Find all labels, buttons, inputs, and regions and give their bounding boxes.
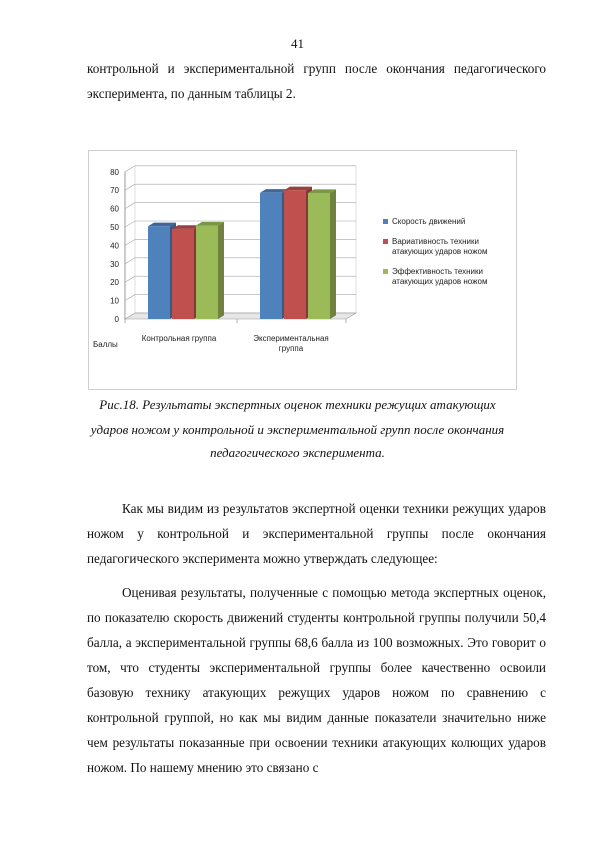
x-tick-label: Контрольная группа — [141, 334, 217, 343]
body-paragraph-2: Оценивая результаты, полученные с помощью метода экспертных оценок, по показателю скорость движений студенты контрольной группы получили 50,4 балла, а экспериментальной группы 68,6 балла из 100 возможных. Это говорит о том, что студенты экспериментальной группы более качественно освоили базовую технику атакующих режущих ударов ножом по сравнению с контрольной группой, но как мы видим данные показатели значительно ниже чем результаты показанные при освоении техники атакующих колющих ударов ножом. По нашему мнению это связано с — [87, 585, 546, 775]
y-tick-label: 20 — [110, 278, 119, 288]
figure-caption-line-2: ударов ножом у контрольной и экспериментальной групп после окончания — [90, 422, 505, 437]
y-tick-label: 70 — [110, 186, 119, 196]
bar — [260, 193, 282, 319]
x-tick-label: группа — [278, 344, 304, 353]
figure-caption-line-1: Рис.18. Результаты экспертных оценок техники режущих атакующих — [99, 397, 496, 412]
chart-legend — [383, 217, 513, 297]
x-tick-label: Экспериментальная — [253, 334, 329, 343]
bar — [308, 193, 330, 319]
legend-item — [383, 267, 513, 287]
legend-label: Скорость движений — [392, 217, 466, 226]
y-tick-label: 50 — [110, 223, 119, 232]
legend-label: Вариативность техники атакующих ударов ножом — [392, 237, 488, 256]
legend-item — [383, 217, 513, 227]
body-paragraph-1: Как мы видим из результатов экспертной оценки техники режущих ударов ножом у контрольной и экспериментальной группы после окончания педагогического эксперимента можно утверждать следующее: — [87, 501, 546, 566]
page-number: 41 — [291, 36, 304, 51]
legend-swatch — [383, 219, 388, 224]
bar — [196, 226, 218, 319]
bar-side — [330, 189, 336, 319]
legend-swatch — [383, 269, 388, 274]
legend-item — [383, 237, 513, 257]
y-tick-label: 80 — [110, 167, 119, 177]
bar — [148, 226, 170, 319]
bar-side — [218, 222, 224, 319]
y-tick-label: 0 — [114, 315, 119, 324]
bar — [172, 229, 194, 319]
intro-paragraph: контрольной и экспериментальной групп после окончания педагогического эксперимента, по данным таблицы 2. — [87, 61, 546, 101]
y-tick-label: 60 — [110, 204, 119, 214]
figure-caption-line-3: педагогического эксперимента. — [210, 445, 385, 460]
bar — [284, 190, 306, 319]
y-tick-label: 10 — [110, 296, 119, 306]
y-tick-label: 40 — [110, 241, 119, 251]
legend-label: Эффективность техники атакующих ударов ножом — [392, 267, 488, 286]
y-axis-label: Баллы — [93, 340, 118, 349]
y-tick-label: 30 — [110, 259, 119, 269]
bar-chart — [88, 150, 517, 390]
legend-swatch — [383, 239, 388, 244]
